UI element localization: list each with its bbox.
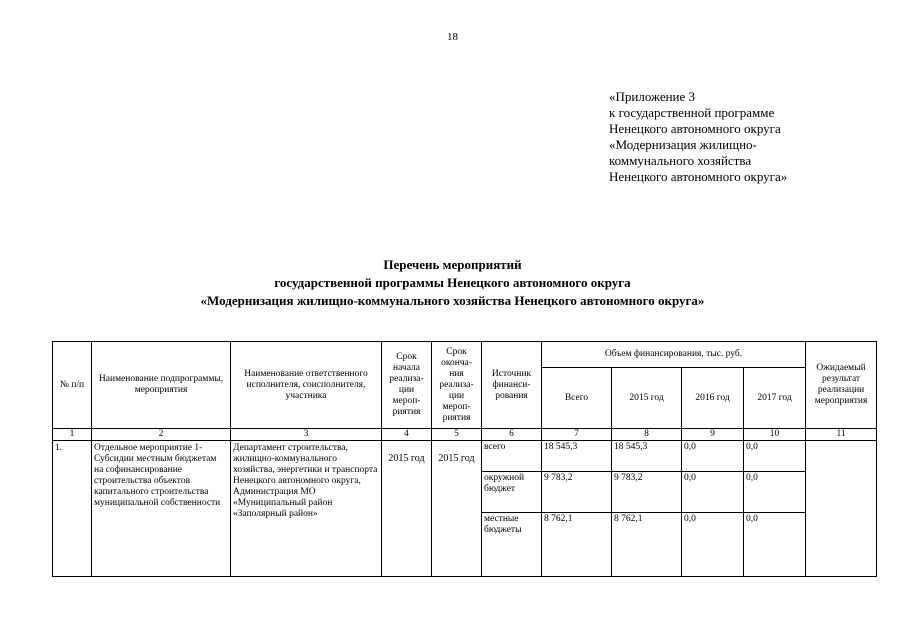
appendix-line: Ненецкого автономного округа	[609, 121, 781, 136]
column-number: 9	[682, 429, 744, 441]
row-end-date: 2015 год	[432, 441, 482, 577]
header-2016: 2016 год	[682, 368, 744, 429]
row-total: 18 545,3	[542, 441, 612, 472]
header-end: Срок оконча-ния реализа-ции мероп-риятия	[432, 342, 482, 429]
row-2015: 8 762,1	[612, 513, 682, 577]
header-total: Всего	[542, 368, 612, 429]
document-title	[0, 256, 905, 310]
activities-table	[52, 341, 877, 577]
row-executor: Департамент строительства, жилищно-коммунального хозяйства, энергетики и транспорта Ненецкого автономного округа, Администрация МО «Муниципальный район «Заполярный район»	[231, 441, 382, 577]
column-number: 11	[806, 429, 877, 441]
table-row	[53, 441, 877, 472]
row-2017: 0,0	[744, 472, 806, 513]
appendix-line: коммунального хозяйства	[609, 153, 752, 168]
appendix-line: к государственной программе	[609, 105, 775, 120]
column-number: 1	[53, 429, 92, 441]
row-start-date: 2015 год	[382, 441, 432, 577]
header-name: Наименование подпрограммы, мероприятия	[92, 342, 231, 429]
appendix-line: «Модернизация жилищно-	[609, 137, 757, 152]
header-num: № п/п	[53, 342, 92, 429]
row-2015: 9 783,2	[612, 472, 682, 513]
row-total: 9 783,2	[542, 472, 612, 513]
row-2017: 0,0	[744, 441, 806, 472]
appendix-header	[609, 89, 787, 185]
page-number: 18	[447, 31, 458, 43]
column-number: 7	[542, 429, 612, 441]
header-executor: Наименование ответственного исполнителя, соисполнителя, участника	[231, 342, 382, 429]
row-activity-name: Отдельное мероприятие 1- Субсидии местным бюджетам на софинансирование строительства объектов капитального строительства муниципальной собственности	[92, 441, 231, 577]
row-source: местные бюджеты	[482, 513, 542, 577]
title-line: Перечень мероприятий	[383, 257, 522, 272]
row-num: 1.	[53, 441, 92, 577]
header-2015: 2015 год	[612, 368, 682, 429]
column-number: 6	[482, 429, 542, 441]
header-source: Источник финанси-рования	[482, 342, 542, 429]
column-number: 10	[744, 429, 806, 441]
row-2016: 0,0	[682, 472, 744, 513]
column-number: 5	[432, 429, 482, 441]
title-line: государственной программы Ненецкого автономного округа	[274, 275, 631, 290]
column-number: 4	[382, 429, 432, 441]
column-number-row	[53, 429, 877, 441]
row-2016: 0,0	[682, 441, 744, 472]
column-number: 2	[92, 429, 231, 441]
appendix-line: «Приложение 3	[609, 89, 696, 104]
row-2017: 0,0	[744, 513, 806, 577]
row-source: окружной бюджет	[482, 472, 542, 513]
row-2015: 18 545,3	[612, 441, 682, 472]
header-result: Ожидаемый результат реализации мероприятия	[806, 342, 877, 429]
header-2017: 2017 год	[744, 368, 806, 429]
header-start: Срок начала реализа-ции мероп-риятия	[382, 342, 432, 429]
row-total: 8 762,1	[542, 513, 612, 577]
row-result	[806, 441, 877, 577]
appendix-line: Ненецкого автономного округа»	[609, 169, 788, 184]
row-2016: 0,0	[682, 513, 744, 577]
header-funding-group: Объем финансирования, тыс. руб.	[542, 342, 806, 368]
column-number: 3	[231, 429, 382, 441]
column-number: 8	[612, 429, 682, 441]
title-line: «Модернизация жилищно-коммунального хозяйства Ненецкого автономного округа»	[200, 293, 705, 308]
row-source: всего	[482, 441, 542, 472]
